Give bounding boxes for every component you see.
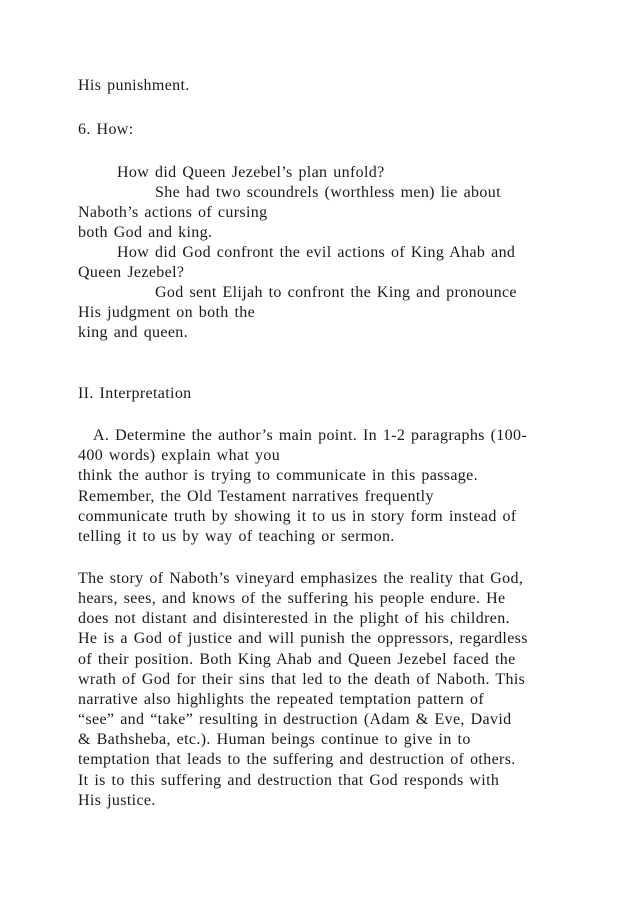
answer-line: God sent Elijah to confront the King and pronounce <box>155 284 517 301</box>
prompt-line: 400 words) explain what you <box>78 447 281 464</box>
paragraph-line: hears, sees, and knows of the suffering his people endure. He <box>78 590 506 607</box>
paragraph-line: wrath of God for their sins that led to the death of Naboth. This <box>78 671 526 688</box>
prompt-line: telling it to us by way of teaching or sermon. <box>78 528 395 545</box>
paragraph-line: temptation that leads to the suffering and destruction of others. <box>78 751 516 768</box>
answer-line: both God and king. <box>78 224 213 241</box>
text-line: His punishment. <box>78 77 190 94</box>
paragraph-line: The story of Naboth’s vineyard emphasizes the reality that God, <box>78 570 524 587</box>
paragraph-line: & Bathsheba, etc.). Human beings continue to give in to <box>78 731 471 748</box>
prompt-line: communicate truth by showing it to us in story form instead of <box>78 508 517 525</box>
paragraph-line: of their position. Both King Ahab and Queen Jezebel faced the <box>78 651 516 668</box>
paragraph-line: “see” and “take” resulting in destruction (Adam & Eve, David <box>78 711 512 728</box>
prompt-line: Remember, the Old Testament narratives frequently <box>78 488 434 505</box>
paragraph-line: It is to this suffering and destruction that God responds with <box>78 772 500 789</box>
section-heading: 6. How: <box>78 121 134 138</box>
question-line: Queen Jezebel? <box>78 264 185 281</box>
section-heading: II. Interpretation <box>78 385 192 402</box>
question-line: How did Queen Jezebel’s plan unfold? <box>117 164 385 181</box>
paragraph-line: narrative also highlights the repeated temptation pattern of <box>78 691 485 708</box>
question-line: How did God confront the evil actions of King Ahab and <box>117 244 516 261</box>
prompt-line: A. Determine the author’s main point. In 1-2 paragraphs (100- <box>93 427 527 444</box>
paragraph-line: His justice. <box>78 792 156 809</box>
answer-line: Naboth’s actions of cursing <box>78 204 268 221</box>
answer-line: She had two scoundrels (worthless men) lie about <box>155 184 501 201</box>
paragraph-line: does not distant and disinterested in the plight of his children. <box>78 610 510 627</box>
answer-line: His judgment on both the <box>78 304 256 321</box>
paragraph-line: He is a God of justice and will punish the oppressors, regardless <box>78 630 528 647</box>
prompt-line: think the author is trying to communicate in this passage. <box>78 467 478 484</box>
answer-line: king and queen. <box>78 324 188 341</box>
